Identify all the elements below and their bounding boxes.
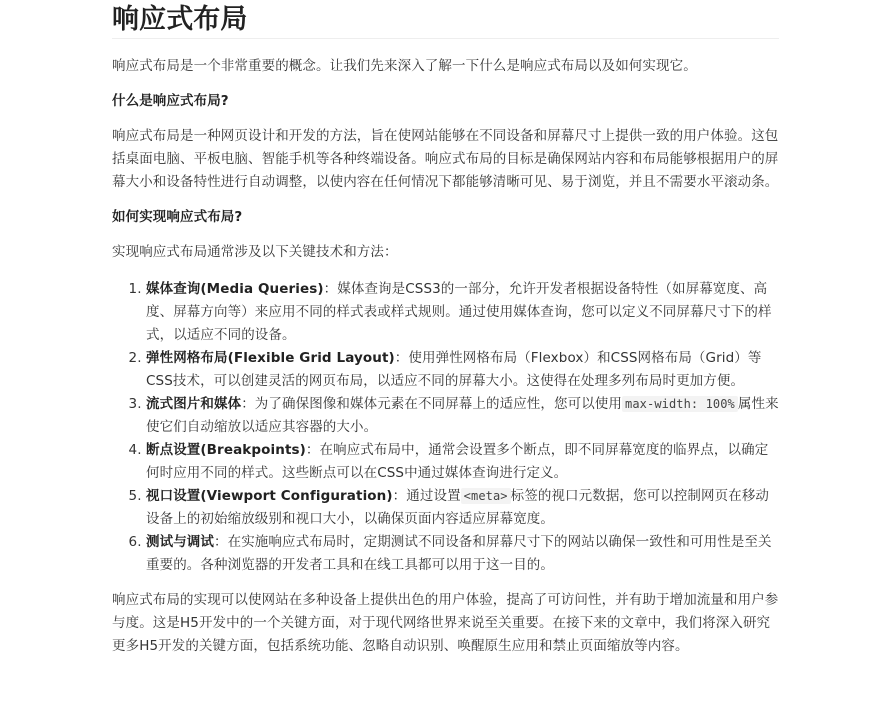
list-item-text: ：通过设置	[392, 488, 461, 504]
list-item-media-queries	[146, 278, 779, 347]
inline-code-meta: <meta>	[461, 488, 511, 504]
article	[112, 0, 779, 658]
list-item-flexible-grid	[146, 347, 779, 393]
list-item-term: 测试与调试	[146, 534, 214, 550]
section-how-heading: 如何实现响应式布局?	[112, 209, 243, 225]
list-item-text: 属性来使它们自动缩放以适应其容器的大小。	[146, 396, 779, 435]
summary-paragraph: 响应式布局的实现可以使网站在多种设备上提供出色的用户体验，提高了可访问性，并有助于增加流量和用户参与度。这是H5开发中的一个关键方面，对于现代网络世界来说至关重要。在接下来的文章中，我们将深入研究更多H5开发的关键方面，包括系统功能、忽略自动识别、唤醒原生应用和禁止页面缩放等内容。	[112, 592, 779, 654]
page-title: 响应式布局	[112, 0, 779, 39]
list-item-text: ：为了确保图像和媒体元素在不同屏幕上的适应性，您可以使用	[241, 396, 623, 412]
list-item-term: 流式图片和媒体	[146, 396, 242, 412]
list-item-breakpoints	[146, 439, 779, 485]
section-what-body: 响应式布局是一种网页设计和开发的方法，旨在使网站能够在不同设备和屏幕尺寸上提供一致的用户体验。这包括桌面电脑、平板电脑、智能手机等各种终端设备。响应式布局的目标是确保网站内容和布局能够根据用户的屏幕大小和设备特性进行自动调整，以使内容在任何情况下都能够清晰可见、易于浏览，并且不需要水平滚动条。	[112, 128, 779, 190]
list-item-testing	[146, 531, 779, 577]
list-item-term: 视口设置(Viewport Configuration)	[146, 488, 393, 504]
list-item-text: ：在响应式布局中，通常会设置多个断点，即不同屏幕宽度的临界点，以确定何时应用不同的样式。这些断点可以在CSS中通过媒体查询进行定义。	[146, 442, 769, 481]
list-item-term: 媒体查询(Media Queries)	[146, 281, 324, 297]
section-how-lead: 实现响应式布局通常涉及以下关键技术和方法：	[112, 244, 398, 260]
list-item-fluid-media	[146, 393, 779, 439]
intro-paragraph: 响应式布局是一个非常重要的概念。让我们先来深入了解一下什么是响应式布局以及如何实现它。	[112, 58, 697, 74]
list-item-term: 断点设置(Breakpoints)	[146, 442, 306, 458]
list-item-text: ：在实施响应式布局时，定期测试不同设备和屏幕尺寸下的网站以确保一致性和可用性是至关重要的。各种浏览器的开发者工具和在线工具都可以用于这一目的。	[146, 534, 772, 573]
list-item-text: 标签的视口元数据，您可以控制网页在移动设备上的初始缩放级别和视口大小，以确保页面内容适应屏幕宽度。	[146, 488, 770, 527]
list-item-text: ：媒体查询是CSS3的一部分，允许开发者根据设备特性（如屏幕宽度、高度、屏幕方向等）来应用不同的样式表或样式规则。通过使用媒体查询，您可以定义不同屏幕尺寸下的样式，以适应不同的设备。	[146, 281, 772, 343]
inline-code-max-width: max-width: 100%	[622, 396, 738, 412]
list-item-viewport	[146, 485, 779, 531]
section-what-heading: 什么是响应式布局?	[112, 93, 229, 109]
list-item-text: ：使用弹性网格布局（Flexbox）和CSS网格布局（Grid）等CSS技术，可以创建灵活的网页布局，以适应不同的屏幕大小。这使得在处理多列布局时更加方便。	[146, 350, 762, 389]
list-item-term: 弹性网格布局(Flexible Grid Layout)	[146, 350, 395, 366]
technique-list	[112, 278, 779, 577]
